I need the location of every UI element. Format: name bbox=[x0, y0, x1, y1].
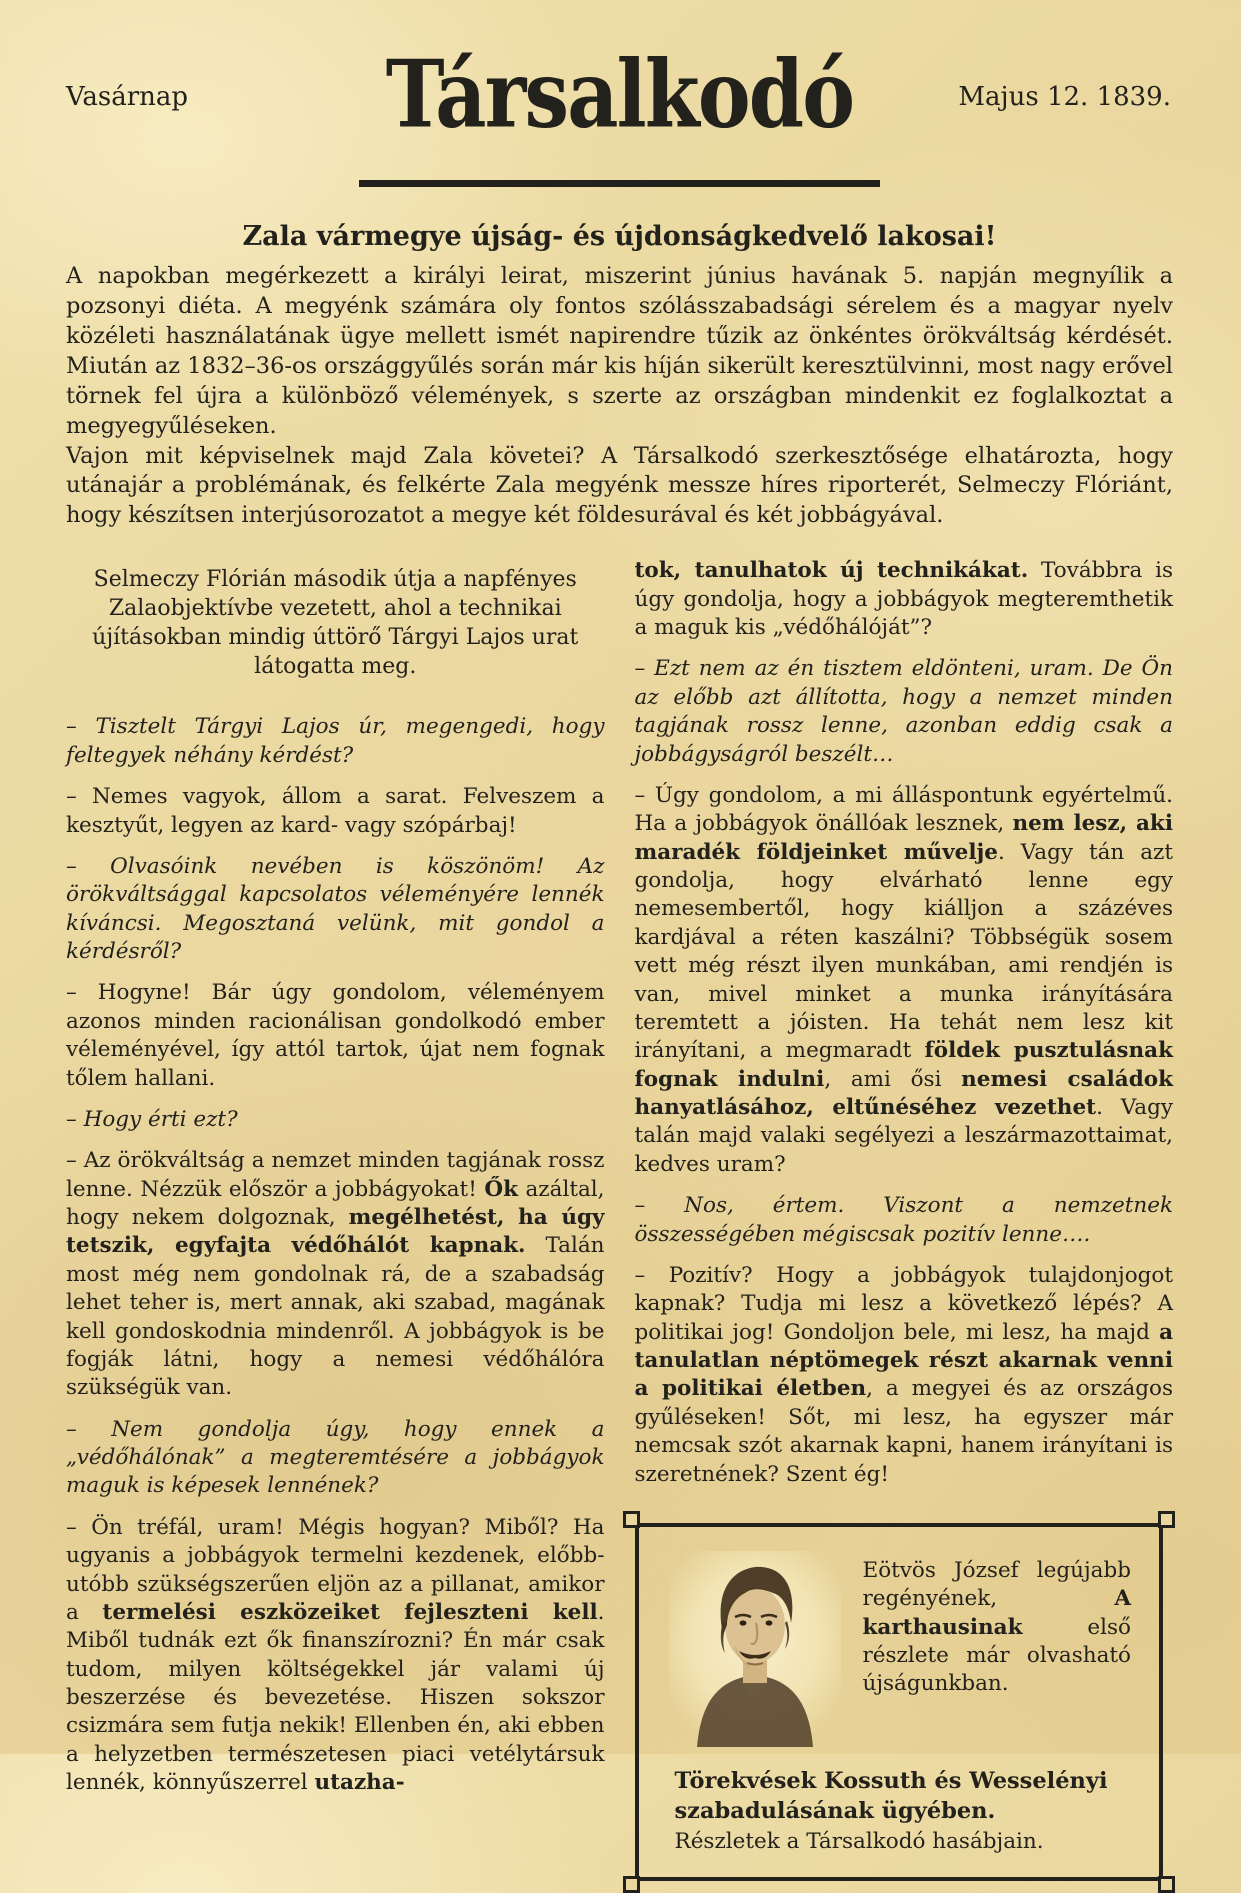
news-detail: Részletek a Társalkodó hasábjain. bbox=[674, 1829, 1044, 1855]
interview-question: – Ezt nem az én tisztem eldönteni, uram. De Ön az előbb azt állította, hogy a nemzet minden tagjának rossz lenne, azonban eddig csak a jobbágyságról beszélt… bbox=[634, 656, 1173, 767]
interview-question: – Tisztelt Tárgyi Lajos úr, megengedi, hogy feltegyek néhány kérdést? bbox=[66, 714, 605, 768]
eotvos-portrait-image bbox=[669, 1551, 841, 1747]
notice-top-row bbox=[669, 1551, 1132, 1747]
intro-section bbox=[66, 262, 1173, 531]
corner-ornament bbox=[623, 1876, 640, 1893]
newspaper-title: Társalkodó bbox=[385, 40, 854, 150]
interview-answer: – Az örökváltság a nemzet minden tagjának rossz lenne. Nézzük először a jobbágyokat! Ők azáltal, hogy nekem dolgoznak, megélhetést, ha úgy tetszik, egyfajta védőhálót kapnak. Talán most még nem gondolnak rá, de a szabadság lehet teher is, mert annak, aki szabad, magának kell gondoskodnia mindenről. A jobbágyok is be fogják látni, hogy a nemesi védőhálóra szükségük van. bbox=[66, 1148, 605, 1401]
right-column bbox=[635, 557, 1174, 1880]
interview-question: – Nos, értem. Viszont a nemzetnek összességében mégiscsak pozitív lenne…. bbox=[634, 1193, 1173, 1247]
interview-question: – Nem gondolja úgy, hogy ennek a „védőhálónak” a megteremtésére a jobbágyok maguk is képesek lennének? bbox=[66, 1416, 605, 1499]
headline: Zala vármegye újság- és újdonságkedvelő lakosai! bbox=[242, 221, 997, 252]
issue-day: Vasárnap bbox=[66, 82, 189, 112]
left-column bbox=[66, 557, 605, 1880]
article-columns bbox=[66, 557, 1173, 1880]
interview-answer: – Hogyne! Bár úgy gondolom, véleményem azonos minden racionálisan gondolkodó ember véleményével, így attól tartok, újat nem fognak tőlem hallani. bbox=[66, 980, 605, 1091]
interview-answer: – Úgy gondolom, a mi álláspontunk egyértelmű. Ha a jobbágyok önállóak lesznek, nem lesz, aki maradék földjeinket művelje. Vagy tán azt gondolja, hogy elvárható lenne egy nemesembertől, hogy kiálljon a százéves kardjával a réten kaszálni? Többségük sosem vett még részt ilyen munkában, ami rendjén is van, mivel minket a munka irányítására teremtett a jóisten. Ha tehát nem lesz kit irányítani, a megmaradt földek pusztulásnak fognak indulni, ami ősi nemesi családok hanyatlásához, eltűnéséhez vezethet. Vagy talán majd valaki segélyezi a leszármazottaimat, kedves uram? bbox=[634, 782, 1174, 1177]
column-lede: Selmeczy Flórián második útja a napfényes Zalaobjektívbe vezetett, ahol a technikai újításokban mindig úttörő Tárgyi Lajos urat látogatta meg. bbox=[92, 567, 579, 680]
masthead-rule bbox=[359, 180, 880, 187]
corner-ornament bbox=[623, 1511, 640, 1528]
notice-box bbox=[635, 1523, 1164, 1881]
issue-date: Majus 12. 1839. bbox=[958, 82, 1171, 112]
interview-answer-continuation: tok, tanulhatok új technikákat. Továbbra is úgy gondolja, hogy a jobbágyok megteremthetik a maguk kis „védőhálóját”? bbox=[634, 558, 1174, 641]
corner-ornament bbox=[1158, 1876, 1175, 1893]
interview-question: – Hogy érti ezt? bbox=[66, 1106, 238, 1132]
interview-answer: – Pozitív? Hogy a jobbágyok tulajdonjogot kapnak? Tudja mi lesz a következő lépés? A politikai jog! Gondoljon bele, mi lesz, ha majd a tanulatlan néptömegek részt akarnak venni a politikai életben, a megyei és az országos gyűléseken! Sőt, mi lesz, ha egyszer már nemcsak szót akarnak kapni, hanem irányítani is szeretnének? Szent ég! bbox=[634, 1262, 1173, 1487]
corner-ornament bbox=[1158, 1511, 1175, 1528]
masthead bbox=[66, 40, 1173, 166]
intro-paragraph: Vajon mit képviselnek majd Zala követei? A Társalkodó szerkesztősége elhatározta, hogy utánajár a problémának, és felkérte Zala megyénk messze híres riporterét, Selmeczy Flóriánt, hogy készítsen interjúsorozatot a megye két földesurával és két jobbágyával. bbox=[66, 442, 1173, 529]
interview-answer: – Nemes vagyok, állom a sarat. Felveszem a kesztyűt, legyen az kard- vagy szópárbaj! bbox=[66, 784, 605, 838]
eotvos-portrait bbox=[669, 1551, 841, 1747]
interview-answer: – Ön tréfál, uram! Mégis hogyan? Miből? Ha ugyanis a jobbágyok termelni kezdenek, előbb-utóbb szükségszerűen eljön az a pillanat, amikor a termelési eszközeiket fejleszteni kell. Miből tudnák ezt ők finanszírozni? Én már csak tudom, milyen költségekkel jár valami új beszerzése és bevezetése. Hiszen sokszor csizmára sem futja nekik! Ellenben én, aki ebben a helyzetben természetesen piaci vetélytársuk lennék, könnyűszerrel utazha- bbox=[66, 1514, 605, 1796]
news-title: Törekvések Kossuth és Wesselényi szabadulásának ügyében. bbox=[674, 1767, 1108, 1824]
book-announcement: Eötvös József legújabb regényének, A karthausinak első részlete már olvasható újságunkban. bbox=[862, 1557, 1131, 1697]
intro-paragraph: A napokban megérkezett a királyi leirat, miszerint június havának 5. napján megnyílik a pozsonyi diéta. A megyénk számára oly fontos szólásszabadsági sérelem és a magyar nyelv közéleti használatának ügye mellett ismét napirendre tűzik az önkéntes örökváltság kérdését. Miután az 1832–36-os országgyűlés során már kis híján sikerült keresztülvinni, most nagy erővel törnek fel újra a különböző vélemények, s szerte az országban mindenkit ez foglalkoztat a megyegyűléseken. bbox=[66, 263, 1173, 439]
interview-question: – Olvasóink nevében is köszönöm! Az örökváltsággal kapcsolatos véleményére lennék kíváncsi. Megosztaná velünk, mit gondol a kérdésről? bbox=[66, 853, 605, 965]
